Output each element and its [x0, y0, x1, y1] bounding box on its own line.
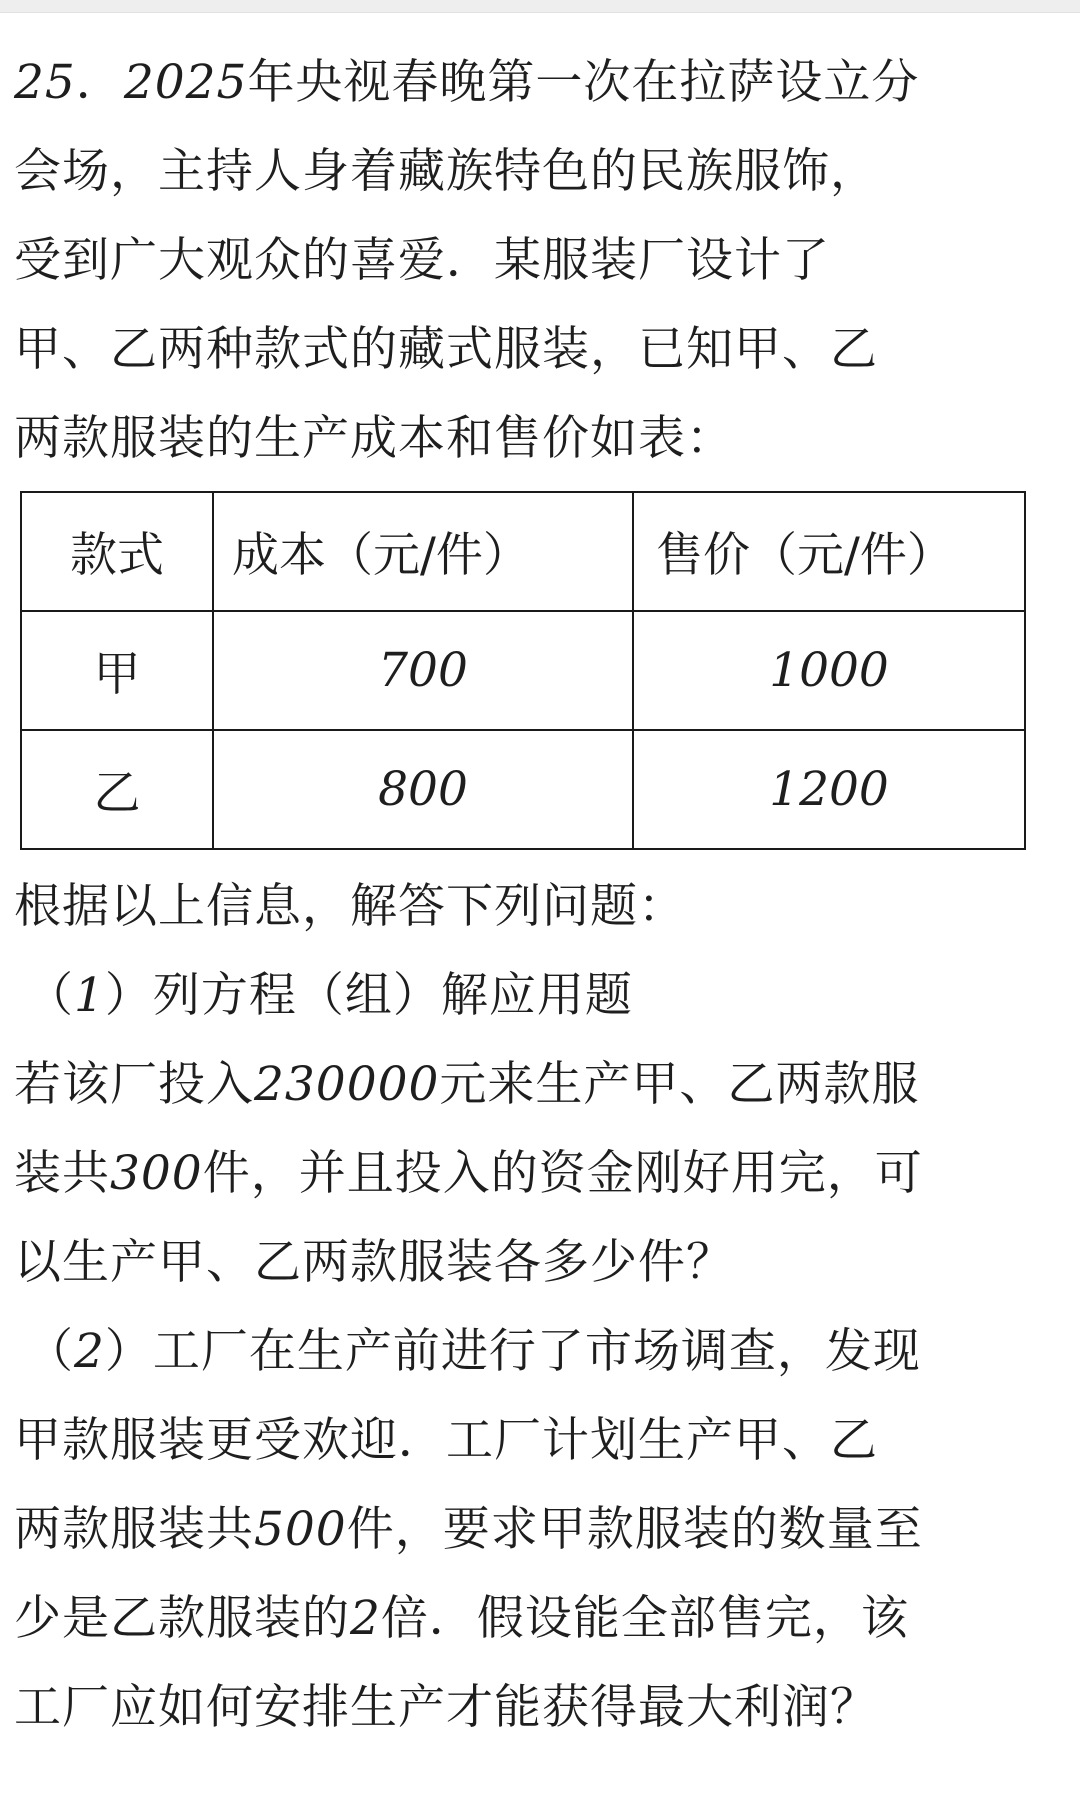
number-text: 2: [74, 1324, 105, 1379]
text-line: [14, 1040, 1064, 1129]
problem-text: [14, 38, 1064, 1752]
text-segment: 若该厂投入: [14, 1057, 254, 1112]
number-text: 1: [74, 968, 105, 1023]
text-line: [14, 127, 1064, 216]
row-style: 甲: [21, 611, 213, 730]
row-price: 1000: [633, 611, 1025, 730]
text-line: [14, 1307, 1064, 1396]
text-line: [14, 1663, 1064, 1752]
text-segment: 工厂应如何安排生产才能获得最大利润？: [14, 1680, 878, 1735]
number-text: 230000: [254, 1057, 440, 1112]
text-segment: （: [26, 968, 74, 1023]
text-line: [14, 1218, 1064, 1307]
text-segment: 两款服装的生产成本和售价如表：: [14, 411, 734, 466]
top-status-strip: [0, 0, 1080, 13]
text-line: [14, 951, 1064, 1040]
number-text: 500: [254, 1502, 347, 1557]
text-line: [14, 862, 1064, 951]
text-segment: 根据以上信息，解答下列问题：: [14, 879, 686, 934]
text-segment: 以生产甲、乙两款服装各多少件？: [14, 1235, 734, 1290]
cost-price-table: [20, 491, 1026, 850]
text-line: [14, 305, 1064, 394]
problem-intro: [14, 38, 1064, 483]
text-line: [14, 1485, 1064, 1574]
text-line: [14, 216, 1064, 305]
text-line: [14, 394, 1064, 483]
number-text: 25: [14, 55, 76, 110]
text-segment: 倍．假设能全部售完，该: [380, 1591, 909, 1646]
text-segment: 装共: [14, 1146, 110, 1201]
text-line: [14, 1396, 1064, 1485]
text-segment: 件，并且投入的资金刚好用完，可: [202, 1146, 923, 1201]
text-segment: ．: [75, 55, 124, 110]
text-segment: 两款服装共: [14, 1502, 254, 1557]
number-text: 300: [110, 1146, 203, 1201]
text-segment: 少是乙款服装的: [14, 1591, 350, 1646]
row-price: 1200: [633, 730, 1025, 849]
row-cost: 700: [213, 611, 633, 730]
text-segment: ）工厂在生产前进行了市场调查，发现: [104, 1324, 921, 1379]
table-header-row: [21, 492, 1025, 611]
text-segment: 元来生产甲、乙两款服: [439, 1057, 920, 1112]
text-segment: 年央视春晚第一次在拉萨设立分: [247, 55, 920, 110]
text-segment: 件，要求甲款服装的数量至: [346, 1502, 923, 1557]
header-price: 售价（元/件）: [633, 492, 1025, 611]
text-segment: 甲、乙两种款式的藏式服装，已知甲、乙: [14, 322, 878, 377]
text-line: [14, 1129, 1064, 1218]
number-text: 2025: [123, 55, 248, 110]
table-row: [21, 611, 1025, 730]
text-line: [14, 38, 1064, 127]
problem-questions: [14, 862, 1064, 1752]
row-cost: 800: [213, 730, 633, 849]
text-segment: （: [26, 1324, 74, 1379]
header-cost: 成本（元/件）: [213, 492, 633, 611]
number-text: 2: [350, 1591, 381, 1646]
row-style: 乙: [21, 730, 213, 849]
text-segment: 会场，主持人身着藏族特色的民族服饰，: [14, 144, 878, 199]
table-row: [21, 730, 1025, 849]
text-line: [14, 1574, 1064, 1663]
header-style: 款式: [21, 492, 213, 611]
text-segment: 受到广大观众的喜爱．某服装厂设计了: [14, 233, 830, 288]
text-segment: ）列方程（组）解应用题: [104, 968, 633, 1023]
text-segment: 甲款服装更受欢迎．工厂计划生产甲、乙: [14, 1413, 878, 1468]
